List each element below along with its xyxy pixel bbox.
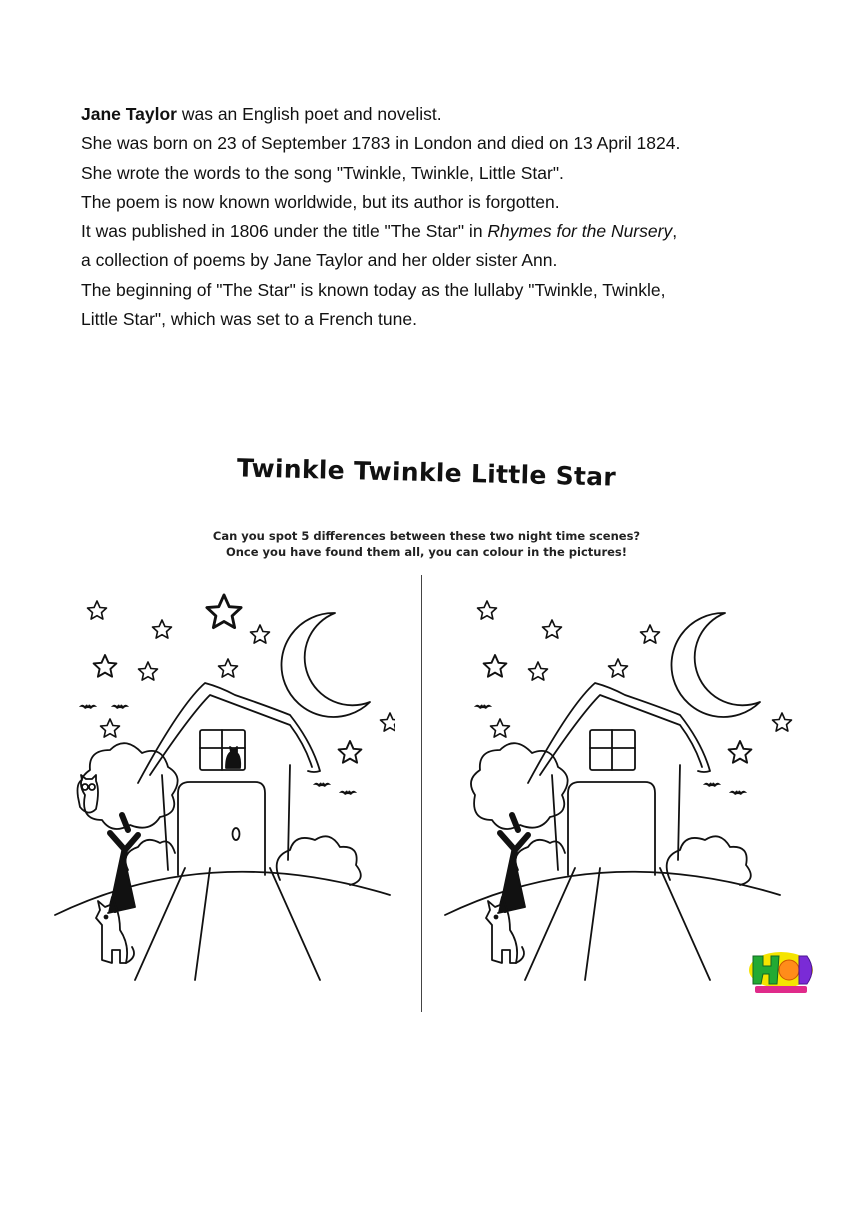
- owl-icon: [78, 775, 99, 813]
- bio-text: [81, 100, 801, 334]
- bio-line-8: Little Star", which was set to a French tune.: [81, 309, 417, 330]
- bush-icon: [126, 836, 361, 885]
- bio-line-7: The beginning of "The Star" is known today as the lullaby "Twinkle, Twinkle,: [81, 279, 666, 300]
- bio-line-6: a collection of poems by Jane Taylor and her older sister Ann.: [81, 250, 558, 271]
- instruction-line-1: Can you spot 5 differences between these two night time scenes?: [212, 529, 641, 543]
- tree-icon: [81, 743, 178, 913]
- instructions: [0, 528, 853, 560]
- bio-line-4: The poem is now known worldwide, but its author is forgotten.: [81, 191, 560, 212]
- moon-icon: [671, 613, 760, 717]
- book-title: Rhymes for the Nursery: [487, 221, 673, 242]
- house-icon: [138, 683, 320, 875]
- bush-icon: [516, 836, 751, 885]
- cat-icon: [226, 747, 240, 768]
- bio-line-1: Jane Taylor was an English poet and novelist.: [81, 104, 442, 124]
- author-name: Jane Taylor: [81, 104, 177, 124]
- scene-divider: [421, 575, 422, 1012]
- scene-left: [50, 585, 395, 985]
- bio-line-2: She was born on 23 of September 1783 in London and died on 13 April 1824.: [81, 133, 681, 154]
- worksheet-title: Twinkle Twinkle Little Star: [236, 453, 617, 492]
- moon-icon: [281, 613, 370, 717]
- tree-icon: [471, 743, 568, 913]
- scene-right: [440, 585, 800, 985]
- bio-line-5: It was published in 1806 under the title "The Star" in Rhymes for the Nursery,: [81, 221, 678, 242]
- bio-line-3: She wrote the words to the song "Twinkle, Twinkle, Little Star".: [81, 162, 564, 183]
- star-icon: [88, 595, 396, 763]
- logo-icon: [745, 948, 817, 996]
- instruction-line-2: Once you have found them all, you can colour in the pictures!: [225, 545, 628, 559]
- house-icon: [528, 683, 710, 875]
